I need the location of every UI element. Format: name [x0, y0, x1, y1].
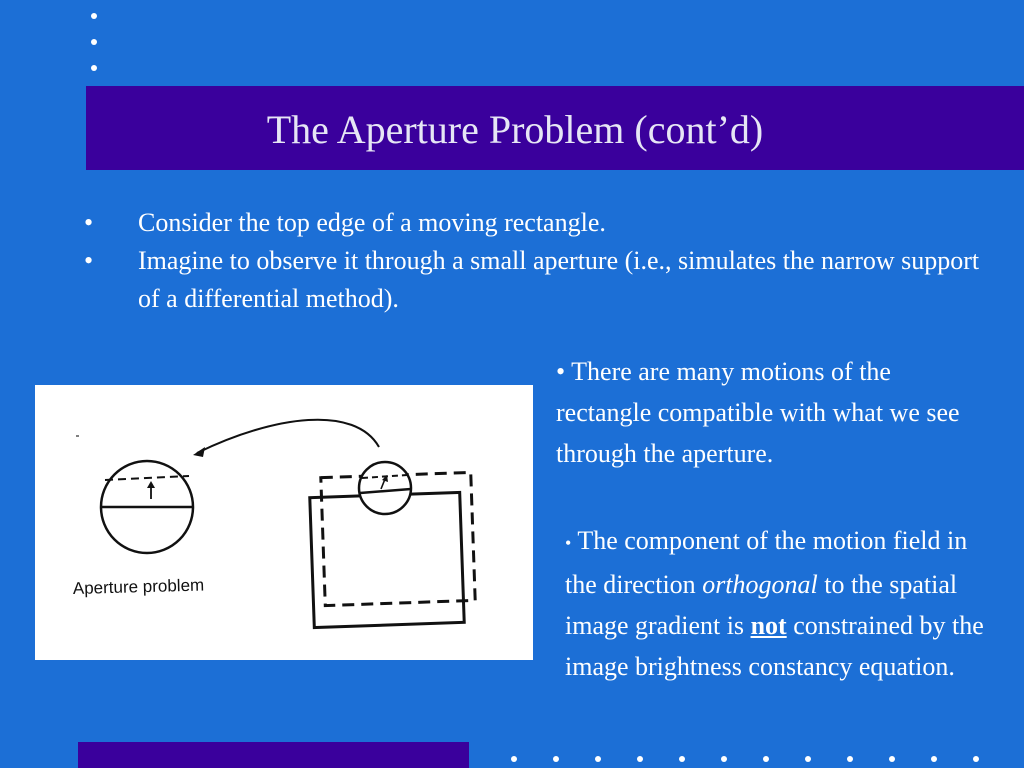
bullet-text: Imagine to observe it through a small aperture (i.e., simulates the narrow support of a differential method).: [138, 246, 980, 313]
decor-dot: [679, 756, 685, 762]
decor-dot: [973, 756, 979, 762]
decor-dot: [553, 756, 559, 762]
bullet-list: [84, 204, 1004, 318]
decor-dot: [763, 756, 769, 762]
note-text-part1: The component of the motion field in the direction: [565, 526, 968, 599]
figure-caption: Aperture problem: [72, 575, 205, 598]
aperture-diagram-icon: [35, 385, 533, 660]
bullet-marker: •: [84, 246, 94, 275]
bullet-item: [84, 204, 1004, 242]
decor-dot: [637, 756, 643, 762]
decor-dot: [91, 65, 97, 71]
note-text: There are many motions of the rectangle compatible with what we see through the aperture.: [556, 357, 960, 468]
slide-title: The Aperture Problem (cont’d): [266, 107, 764, 152]
note-marker: •: [556, 357, 566, 386]
decor-dot: [847, 756, 853, 762]
decor-dot: [889, 756, 895, 762]
bullet-marker: •: [84, 208, 94, 237]
aperture-figure: [35, 385, 533, 660]
note-orthogonal: [565, 520, 1005, 687]
decor-dot: [511, 756, 517, 762]
note-text-part2: to the spatial image gradient is: [565, 570, 958, 640]
decor-dot: [721, 756, 727, 762]
note-text-underline: not: [750, 611, 787, 640]
decor-dot: [931, 756, 937, 762]
decor-dot: [805, 756, 811, 762]
decor-dot: [91, 13, 97, 19]
bottom-band: [78, 742, 469, 768]
note-text-italic: orthogonal: [702, 570, 818, 599]
note-text-part3: constrained by the image brightness constancy equation.: [565, 611, 984, 681]
note-motions: [556, 351, 976, 474]
decor-dot: [91, 39, 97, 45]
bullet-text: Consider the top edge of a moving rectangle.: [138, 208, 606, 237]
bullet-item: [84, 242, 1004, 318]
note-marker: •: [565, 533, 572, 553]
decor-dot: [595, 756, 601, 762]
